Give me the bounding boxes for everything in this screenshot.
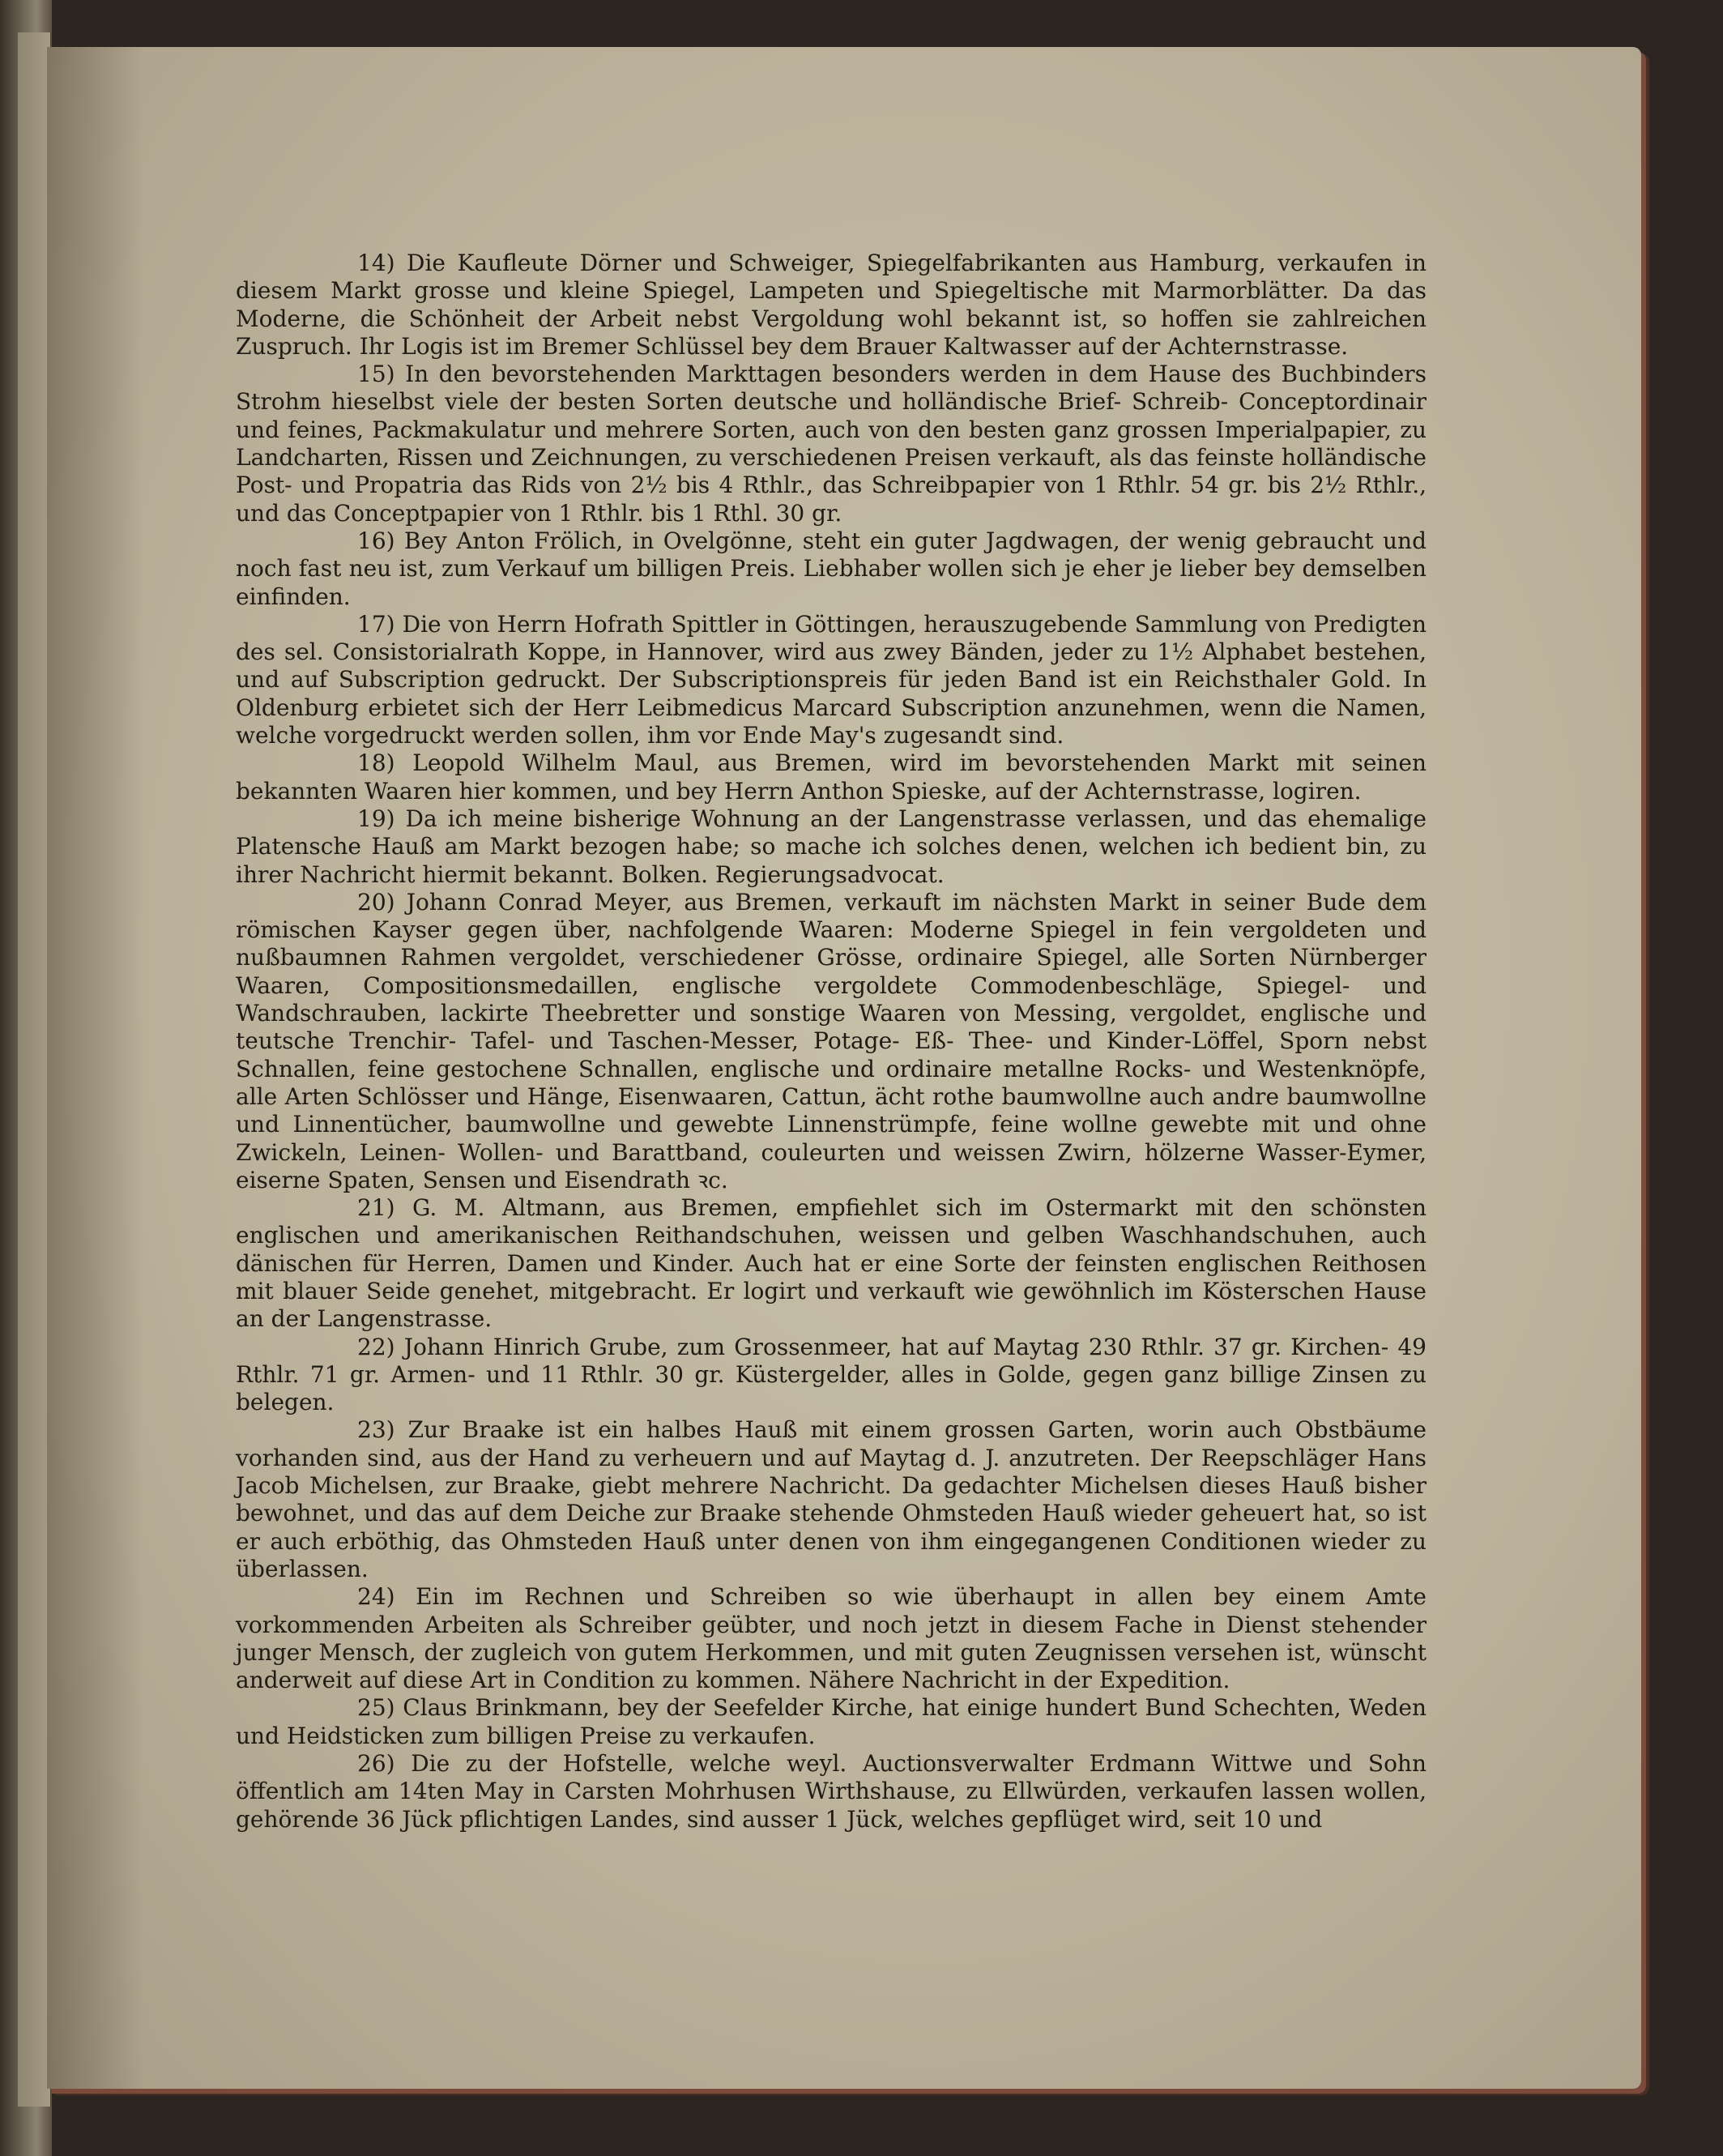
entry-text: G. M. Altmann, aus Bremen, empfiehlet sich im Ostermarkt mit den schönsten englischen und amerikanischen Reithandschuhen, weissen und gelben Waschhandschuhen, auch dänischen für Herren, Damen und Kinder. Auch hat er eine Sorte der feinsten englischen Reithosen mit blauer Seide genehet, mitgebracht. Er logirt und verkauft wie gewöhnlich im Kösterschen Hause an der Langenstrasse. bbox=[236, 1194, 1427, 1333]
entry-number: 24) bbox=[357, 1583, 395, 1611]
entry-16 bbox=[236, 527, 1427, 611]
entry-number: 22) bbox=[357, 1333, 395, 1360]
entry-text: Zur Braake ist ein halbes Hauß mit einem grossen Garten, worin auch Obstbäume vorhanden sind, aus der Hand zu verheuern und auf Maytag d. J. anzutreten. Der Reepschläger Hans Jacob Michelsen, zur Braake, giebt mehrere Nachricht. Da gedachter Michelsen dieses Hauß bisher bewohnet, und das auf dem Deiche zur Braake stehende Ohmsteden Hauß wieder geheuert hat, so ist er auch erböthig, das Ohmsteden Hauß unter denen von ihm eingegangenen Conditionen wieder zu überlassen. bbox=[236, 1416, 1427, 1582]
entry-text: Ein im Rechnen und Schreiben so wie überhaupt in allen bey einem Amte vorkommenden Arbeiten als Schreiber geübter, und noch jetzt in diesem Fache in Dienst stehender junger Mensch, der zugleich von gutem Herkommen, und mit guten Zeugnissen versehen ist, wünscht anderweit auf diese Art in Condition zu kommen. Nähere Nachricht in der Expedition. bbox=[236, 1583, 1427, 1694]
entry-text: In den bevorstehenden Markttagen besonders werden in dem Hause des Buchbinders Strohm hieselbst viele der besten Sorten deutsche und holländische Brief- Schreib- Conceptordinair und feines, Packmakulatur und mehrere Sorten, auch von den besten ganz grossen Imperialpapier, zu Landcharten, Rissen und Zeichnungen, zu verschiedenen Preisen verkauft, als das feinste holländische Post- und Propatria das Rids von 2½ bis 4 Rthlr., das Schreibpapier von 1 Rthlr. 54 gr. bis 2½ Rthlr., und das Conceptpapier von 1 Rthlr. bis 1 Rthl. 30 gr. bbox=[236, 361, 1427, 527]
entry-number: 20) bbox=[357, 888, 395, 916]
entry-text: Die Kaufleute Dörner und Schweiger, Spiegelfabrikanten aus Hamburg, verkaufen in diesem Markt grosse und kleine Spiegel, Lampeten und Spiegeltische mit Marmorblätter. Da das Moderne, die Schönheit der Arbeit nebst Vergoldung wohl bekannt ist, so hoffen sie zahlreichen Zuspruch. Ihr Logis ist im Bremer Schlüssel bey dem Brauer Kaltwasser auf der Achternstrasse. bbox=[236, 250, 1427, 360]
entry-text: Die von Herrn Hofrath Spittler in Göttingen, herauszugebende Sammlung von Predigten des sel. Consistorialrath Koppe, in Hannover, wird aus zwey Bänden, jeder zu 1½ Alphabet bestehen, und auf Subscription gedruckt. Der Subscriptionspreis für jeden Band ist ein Reichsthaler Gold. In Oldenburg erbietet sich der Herr Leibmedicus Marcard Subscription anzunehmen, wenn die Namen, welche vorgedruckt werden sollen, ihm vor Ende May's zugesandt sind. bbox=[236, 610, 1427, 749]
entry-number: 25) bbox=[357, 1694, 395, 1722]
entry-26 bbox=[236, 1750, 1427, 1834]
entry-text: Johann Hinrich Grube, zum Grossenmeer, hat auf Maytag 230 Rthlr. 37 gr. Kirchen- 49 Rthlr. 71 gr. Armen- und 11 Rthlr. 30 gr. Küstergelder, alles in Golde, gegen ganz billige Zinsen zu belegen. bbox=[236, 1333, 1427, 1416]
entry-number: 14) bbox=[357, 250, 395, 276]
entry-24 bbox=[236, 1583, 1427, 1694]
entry-18 bbox=[236, 749, 1427, 805]
entry-text: Claus Brinkmann, bey der Seefelder Kirche, hat einige hundert Bund Schechten, Weden und Heidsticken zum billigen Preise zu verkaufen. bbox=[236, 1694, 1427, 1749]
entry-text: Bey Anton Frölich, in Ovelgönne, steht ein guter Jagdwagen, der wenig gebraucht und noch fast neu ist, zum Verkauf um billigen Preis. Liebhaber wollen sich je eher je lieber bey demselben einfinden. bbox=[236, 527, 1427, 610]
entry-text: Leopold Wilhelm Maul, aus Bremen, wird im bevorstehenden Markt mit seinen bekannten Waaren hier kommen, und bey Herrn Anthon Spieske, auf der Achternstrasse, logiren. bbox=[236, 749, 1427, 805]
entry-20 bbox=[236, 889, 1427, 1194]
entry-number: 17) bbox=[357, 610, 395, 638]
entry-number: 16) bbox=[357, 527, 395, 554]
previous-page-edge bbox=[18, 32, 51, 2107]
entry-14 bbox=[236, 250, 1427, 361]
entry-number: 18) bbox=[357, 749, 395, 777]
entry-25 bbox=[236, 1694, 1427, 1750]
book-page bbox=[47, 47, 1641, 2089]
entry-17 bbox=[236, 611, 1427, 749]
entry-22 bbox=[236, 1334, 1427, 1417]
entry-number: 19) bbox=[357, 805, 395, 832]
entry-19 bbox=[236, 805, 1427, 889]
entry-number: 26) bbox=[357, 1750, 395, 1778]
entry-text: Die zu der Hofstelle, welche weyl. Auctionsverwalter Erdmann Wittwe und Sohn öffentlich am 14ten May in Carsten Mohrhusen Wirthshause, zu Ellwürden, verkaufen lassen wollen, gehörende 36 Jück pflichtigen Landes, sind ausser 1 Jück, welches gepflüget wird, seit 10 und bbox=[236, 1750, 1427, 1833]
entry-number: 21) bbox=[357, 1194, 395, 1222]
entry-21 bbox=[236, 1194, 1427, 1333]
entry-text: Da ich meine bisherige Wohnung an der Langenstrasse verlassen, und das ehemalige Platensche Hauß am Markt bezogen habe; so mache ich solches denen, welchen ich bedient bin, zu ihrer Nachricht hiermit bekannt. Bolken. Regierungsadvocat. bbox=[236, 805, 1427, 888]
entry-number: 23) bbox=[357, 1416, 395, 1444]
entry-23 bbox=[236, 1416, 1427, 1583]
entry-number: 15) bbox=[357, 361, 395, 388]
entry-text: Johann Conrad Meyer, aus Bremen, verkauft im nächsten Markt in seiner Bude dem römischen Kayser gegen über, nachfolgende Waaren: Moderne Spiegel in fein vergoldeten und nußbaumnen Rahmen vergoldet, verschiedener Grösse, ordinaire Spiegel, alle Sorten Nürnberger Waaren, Compositionsmedaillen, englische vergoldete Commodenbeschläge, Spiegel- und Wandschrauben, lackirte Theebretter und sonstige Waaren von Messing, vergoldet, englische und teutsche Trenchir- Tafel- und Taschen-Messer, Potage- Eß- Thee- und Kinder-Löffel, Sporn nebst Schnallen, feine gestochene Schnallen, englische und ordinaire metallne Rocks- und Westenknöpfe, alle Arten Schlösser und Hänge, Eisenwaaren, Cattun, ächt rothe baumwollne auch andre baumwollne und Linnentücher, baumwollne und gewebte Linnenstrümpfe, feine wollne gewebte mit und ohne Zwickeln, Leinen- Wollen- und Barattband, couleurten und weissen Zwirn, hölzerne Wasser-Eymer, eiserne Spaten, Sensen und Eisendrath ꝛc. bbox=[236, 888, 1427, 1193]
entry-15 bbox=[236, 361, 1427, 527]
page-text-block bbox=[236, 250, 1427, 1834]
